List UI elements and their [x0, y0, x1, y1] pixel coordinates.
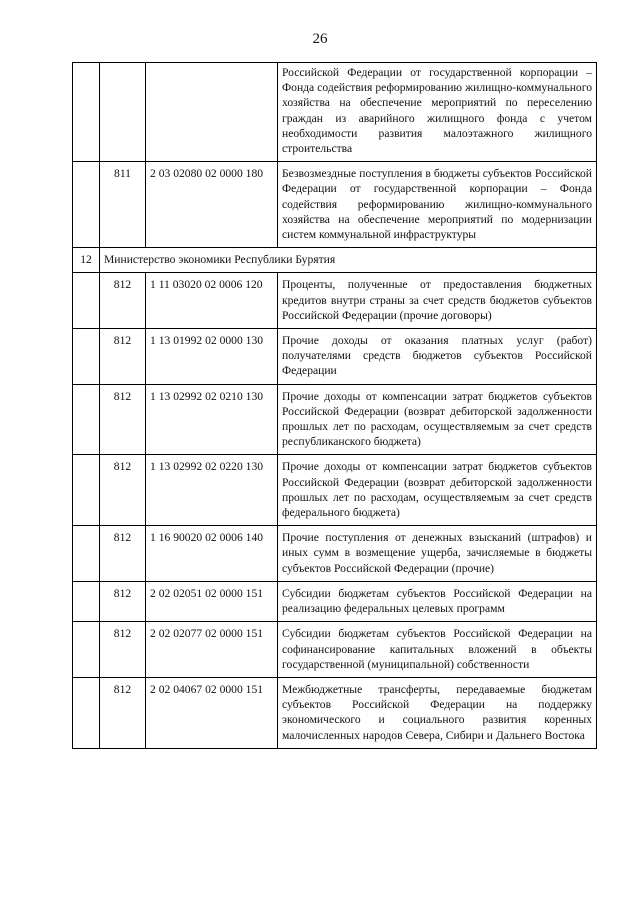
- table-row: [73, 384, 597, 455]
- revenue-name-cell: Прочие доходы от оказания платных услуг (работ) получателями средств бюджетов субъектов Российской Федерации: [278, 329, 597, 385]
- row-number-cell: [73, 622, 100, 678]
- revenue-name-cell: Прочие доходы от компенсации затрат бюджетов субъектов Российской Федерации (возврат дебиторской задолженности прошлых лет по расходам, осуществляемым за счет средств федерального бюджета): [278, 455, 597, 526]
- revenue-code-cell: 2 02 02051 02 0000 151: [146, 581, 278, 621]
- row-number-cell: [73, 581, 100, 621]
- row-number-cell: [73, 455, 100, 526]
- row-number-cell: [73, 384, 100, 455]
- revenue-code-cell: 1 13 02992 02 0210 130: [146, 384, 278, 455]
- admin-code-cell: [100, 63, 146, 162]
- admin-code-cell: 812: [100, 455, 146, 526]
- admin-code-cell: 812: [100, 273, 146, 329]
- revenue-code-cell: 1 11 03020 02 0006 120: [146, 273, 278, 329]
- section-number: 12: [73, 248, 100, 273]
- admin-code-cell: 812: [100, 677, 146, 748]
- revenue-code-cell: [146, 63, 278, 162]
- revenue-code-cell: 2 02 04067 02 0000 151: [146, 677, 278, 748]
- table-row-continuation: [73, 63, 597, 162]
- row-number-cell: [73, 273, 100, 329]
- table-row: [73, 622, 597, 678]
- revenue-code-cell: 1 16 90020 02 0006 140: [146, 526, 278, 582]
- table-row: [73, 677, 597, 748]
- admin-code-cell: 812: [100, 581, 146, 621]
- row-number-cell: [73, 677, 100, 748]
- revenue-name-cell: Прочие доходы от компенсации затрат бюджетов субъектов Российской Федерации (возврат дебиторской задолженности прошлых лет по расходам, осуществляемым за счет средств республиканского бюджета): [278, 384, 597, 455]
- revenue-codes-table: [72, 62, 597, 749]
- section-title: Министерство экономики Республики Бурятия: [100, 248, 597, 273]
- revenue-name-cell: Безвозмездные поступления в бюджеты субъектов Российской Федерации от государственной корпорации – Фонда содействия реформированию жилищно-коммунального хозяйства на обеспечение мероприятий по модернизации систем коммунальной инфраструктуры: [278, 162, 597, 248]
- revenue-name-cell: Проценты, полученные от предоставления бюджетных кредитов внутри страны за счет средств бюджетов субъектов Российской Федерации (прочие договоры): [278, 273, 597, 329]
- revenue-name-cell: Субсидии бюджетам субъектов Российской Федерации на реализацию федеральных целевых программ: [278, 581, 597, 621]
- table-row: [73, 526, 597, 582]
- admin-code-cell: 812: [100, 526, 146, 582]
- revenue-name-cell: Межбюджетные трансферты, передаваемые бюджетам субъектов Российской Федерации на поддержку экономического и социального развития коренных малочисленных народов Севера, Сибири и Дальнего Востока: [278, 677, 597, 748]
- section-header-row: [73, 248, 597, 273]
- row-number-cell: [73, 162, 100, 248]
- table-row: [73, 329, 597, 385]
- revenue-name-cell: Субсидии бюджетам субъектов Российской Федерации на софинансирование капитальных вложений в объекты государственной (муниципальной) собственности: [278, 622, 597, 678]
- admin-code-cell: 812: [100, 329, 146, 385]
- row-number-cell: [73, 63, 100, 162]
- revenue-name-cell: Прочие поступления от денежных взысканий (штрафов) и иных сумм в возмещение ущерба, зачисляемые в бюджеты субъектов Российской Федерации (прочие): [278, 526, 597, 582]
- table-row: [73, 581, 597, 621]
- table-row: [73, 273, 597, 329]
- admin-code-cell: 811: [100, 162, 146, 248]
- table-row: [73, 455, 597, 526]
- page-number: 26: [312, 31, 328, 47]
- revenue-code-cell: 1 13 02992 02 0220 130: [146, 455, 278, 526]
- row-number-cell: [73, 329, 100, 385]
- admin-code-cell: 812: [100, 622, 146, 678]
- table-body: [73, 63, 597, 749]
- revenue-name-cell: Российской Федерации от государственной корпорации – Фонда содействия реформированию жилищно-коммунального хозяйства на обеспечение мероприятий по переселению граждан из аварийного жилищного фонда с учетом необходимости развития малоэтажного жилищного строительства: [278, 63, 597, 162]
- revenue-code-cell: 2 03 02080 02 0000 180: [146, 162, 278, 248]
- admin-code-cell: 812: [100, 384, 146, 455]
- row-number-cell: [73, 526, 100, 582]
- revenue-code-cell: 1 13 01992 02 0000 130: [146, 329, 278, 385]
- revenue-code-cell: 2 02 02077 02 0000 151: [146, 622, 278, 678]
- table-row-811: [73, 162, 597, 248]
